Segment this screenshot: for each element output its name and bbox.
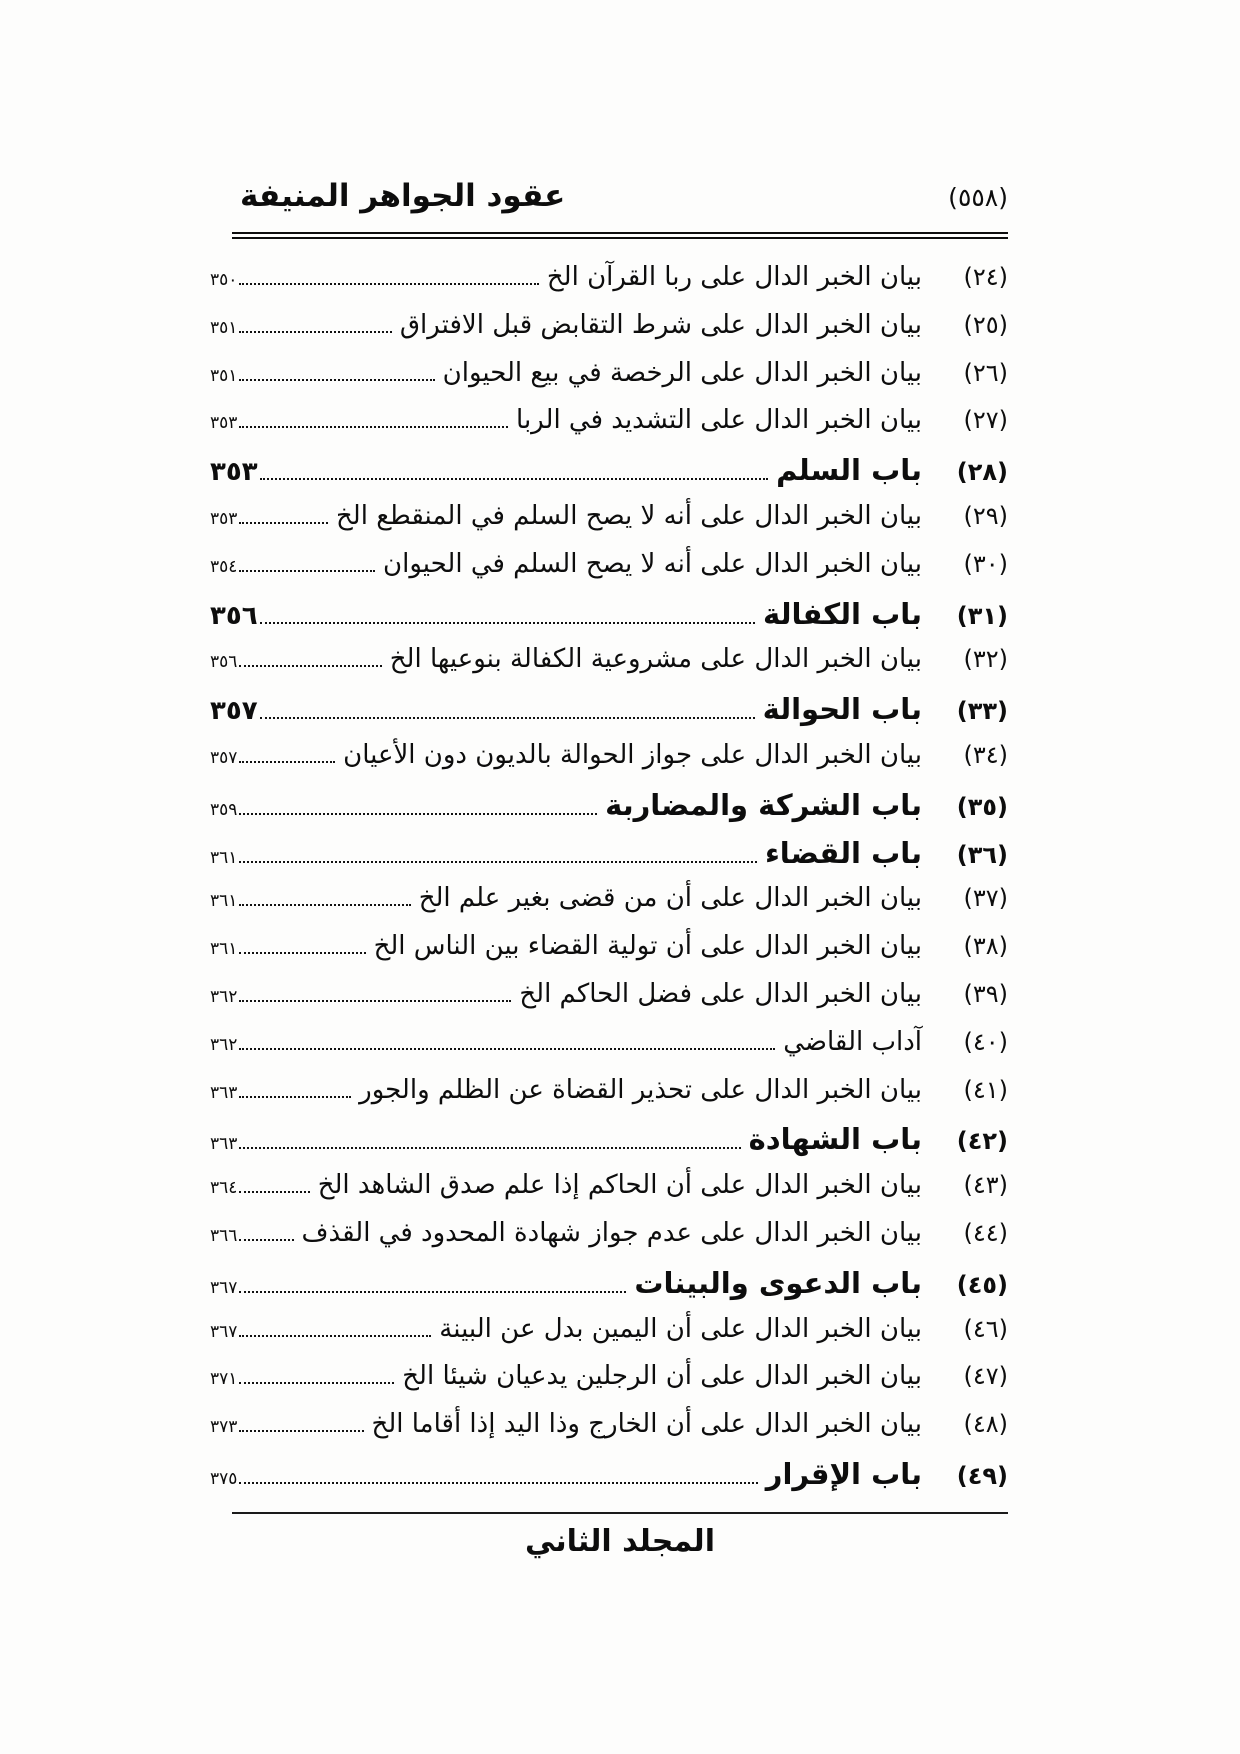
toc-entry	[208, 588, 1008, 636]
footer-rule	[232, 1512, 1008, 1514]
toc-entry	[208, 1066, 1008, 1114]
dot-leader	[239, 408, 508, 428]
table-of-contents	[208, 253, 1008, 1496]
entry-number: (٣٩)	[963, 979, 1008, 1008]
entry-number: (٣٥)	[956, 792, 1008, 821]
toc-entry	[208, 1305, 1008, 1353]
entry-page-number: ٣٥٧	[210, 747, 238, 768]
entry-title: بيان الخبر الدال على التشديد في الربا	[516, 405, 922, 436]
entry-page-number: ٣٥٠	[210, 270, 238, 290]
dot-leader	[239, 1464, 757, 1484]
entry-page-number: ٣٦٦	[210, 1225, 238, 1246]
header-double-rule	[232, 232, 1008, 239]
entry-page-number: ٣٦٢	[210, 1034, 238, 1055]
entry-number: (٤١)	[963, 1075, 1008, 1104]
toc-entry	[208, 779, 1008, 827]
entry-page-number: ٣٦١	[210, 891, 238, 912]
toc-entry	[208, 540, 1008, 588]
entry-title: بيان الخبر الدال على مشروعية الكفالة بنوعيها الخ	[389, 644, 922, 675]
dot-leader	[239, 795, 597, 815]
toc-entry	[208, 1209, 1008, 1257]
entry-number: (٢٩)	[963, 501, 1008, 530]
entry-number: (٣٧)	[963, 884, 1008, 913]
entry-page-number: ٣٧١	[210, 1369, 238, 1390]
entry-page-number: ٣٦٣	[210, 1134, 238, 1155]
entry-page-number: ٣٥٤	[210, 556, 238, 577]
entry-number: (٤٠)	[963, 1027, 1008, 1056]
toc-entry	[208, 253, 1008, 301]
entry-number: (٢٥)	[963, 310, 1008, 339]
entry-title: بيان الخبر الدال على أن تولية القضاء بين الناس الخ	[373, 931, 922, 962]
dot-leader	[239, 982, 511, 1002]
dot-leader	[260, 460, 768, 480]
entry-number: (٢٨)	[956, 458, 1008, 487]
entry-title: بيان الخبر الدال على جواز الحوالة بالديون دون الأعيان	[343, 739, 922, 770]
entry-page-number: ٣٥٣	[210, 413, 238, 434]
toc-entry	[208, 492, 1008, 540]
entry-number: (٣٤)	[963, 740, 1008, 769]
entry-title: بيان الخبر الدال على تحذير القضاة عن الظلم والجور	[359, 1074, 922, 1105]
entry-number: (٤٣)	[963, 1171, 1008, 1200]
entry-page-number: ٣٥٣	[210, 457, 258, 488]
entry-title: بيان الخبر الدال على أن الخارج وذا اليد إذا أقاما الخ	[371, 1409, 922, 1440]
entry-number: (٤٦)	[963, 1314, 1008, 1343]
entry-page-number: ٣٦٤	[210, 1178, 238, 1199]
dot-leader	[239, 1273, 626, 1293]
dot-leader	[239, 1030, 775, 1050]
entry-page-number: ٣٧٥	[210, 1468, 238, 1489]
toc-entry	[208, 1400, 1008, 1448]
dot-leader	[239, 1364, 394, 1384]
dot-leader	[239, 1412, 363, 1432]
volume-label: المجلد الثاني	[525, 1524, 715, 1559]
entry-title: بيان الخبر الدال على فضل الحاكم الخ	[519, 978, 922, 1009]
toc-entry	[208, 1018, 1008, 1066]
toc-entry	[208, 731, 1008, 779]
toc-entry	[208, 635, 1008, 683]
toc-entry	[208, 827, 1008, 875]
entry-page-number: ٣٥٣	[210, 508, 238, 529]
entry-number: (٣٠)	[963, 549, 1008, 578]
entry-number: (٤٤)	[963, 1218, 1008, 1247]
entry-title: باب السلم	[776, 453, 922, 488]
entry-number: (٣١)	[956, 601, 1008, 630]
entry-title: بيان الخبر الدال على أن الرجلين يدعيان شيئا الخ	[402, 1361, 922, 1392]
entry-title: باب الشركة والمضاربة	[605, 787, 922, 822]
entry-number: (٢٦)	[963, 358, 1008, 387]
entry-page-number: ٣٦٢	[210, 986, 238, 1007]
entry-title: باب الشهادة	[748, 1122, 922, 1157]
toc-entry	[208, 1257, 1008, 1305]
entry-title: بيان الخبر الدال على عدم جواز شهادة المحدود في القذف	[301, 1217, 922, 1248]
entry-title: باب الإقرار	[765, 1456, 922, 1491]
book-title: عقود الجواهر المنيفة	[240, 178, 566, 214]
entry-title: باب الحوالة	[762, 692, 922, 727]
entry-page-number: ٣٦٧	[210, 1321, 238, 1342]
entry-title: بيان الخبر الدال على أن الحاكم إذا علم صدق الشاهد الخ	[317, 1170, 922, 1201]
entry-title: باب الدعوى والبينات	[634, 1265, 922, 1300]
entry-number: (٤٧)	[963, 1362, 1008, 1391]
entry-title: بيان الخبر الدال على أن اليمين بدل عن البينة	[439, 1313, 922, 1344]
entry-page-number: ٣٥٧	[210, 696, 258, 727]
entry-number: (٤٩)	[956, 1461, 1008, 1490]
entry-number: (٤٨)	[963, 1410, 1008, 1439]
toc-entry	[208, 444, 1008, 492]
entry-number: (٢٧)	[963, 406, 1008, 435]
entry-page-number: ٣٦١	[210, 939, 238, 960]
toc-entry	[208, 683, 1008, 731]
dot-leader	[260, 699, 755, 719]
toc-entry	[208, 301, 1008, 349]
entry-page-number: ٣٥٩	[210, 799, 238, 820]
entry-page-number: ٣٦١	[210, 847, 238, 868]
toc-entry	[208, 1352, 1008, 1400]
toc-entry	[208, 396, 1008, 444]
toc-entry	[208, 1161, 1008, 1209]
entry-page-number: ٣٧٣	[210, 1417, 238, 1438]
entry-title: بيان الخبر الدال على الرخصة في بيع الحيوان	[442, 357, 922, 388]
entry-title: آداب القاضي	[783, 1026, 922, 1057]
entry-number: (٤٥)	[956, 1270, 1008, 1299]
folio-page-number: (٥٥٨)	[948, 183, 1008, 212]
dot-leader	[239, 1129, 740, 1149]
entry-title: بيان الخبر الدال على ربا القرآن الخ	[546, 262, 922, 292]
dot-leader	[260, 604, 755, 624]
entry-number: (٣٢)	[963, 645, 1008, 674]
dot-leader	[239, 1173, 309, 1193]
toc-entry	[208, 1113, 1008, 1161]
toc-entry	[208, 1448, 1008, 1496]
dot-leader	[239, 552, 375, 572]
entry-number: (٣٣)	[956, 697, 1008, 726]
entry-title: بيان الخبر الدال على أن من قضى بغير علم الخ	[418, 883, 922, 914]
dot-leader	[239, 313, 391, 333]
entry-number: (٣٨)	[963, 932, 1008, 961]
entry-title: بيان الخبر الدال على أنه لا يصح السلم في الحيوان	[383, 548, 922, 579]
dot-leader	[239, 886, 410, 906]
entry-title: باب الكفالة	[763, 596, 922, 631]
toc-entry	[208, 970, 1008, 1018]
entry-page-number: ٣٦٧	[210, 1277, 238, 1298]
entry-page-number: ٣٥٦	[210, 600, 258, 631]
dot-leader	[239, 1078, 351, 1098]
dot-leader	[239, 934, 365, 954]
dot-leader	[239, 1317, 431, 1337]
toc-entry	[208, 874, 1008, 922]
dot-leader	[239, 361, 434, 381]
dot-leader	[239, 843, 757, 863]
entry-title: بيان الخبر الدال على أنه لا يصح السلم في المنقطع الخ	[336, 500, 922, 531]
dot-leader	[239, 743, 335, 763]
entry-title: بيان الخبر الدال على شرط التقابض قبل الافتراق	[399, 309, 922, 340]
dot-leader	[239, 1221, 293, 1241]
dot-leader	[239, 504, 328, 524]
dot-leader	[239, 647, 381, 667]
entry-number: (٣٦)	[956, 840, 1008, 869]
page-header	[240, 178, 1008, 214]
entry-number: (٢٤)	[963, 263, 1008, 291]
entry-page-number: ٣٦٣	[210, 1082, 238, 1103]
entry-page-number: ٣٥١	[210, 365, 238, 386]
toc-entry	[208, 349, 1008, 397]
entry-page-number: ٣٥٦	[210, 652, 238, 673]
entry-number: (٤٢)	[956, 1127, 1008, 1156]
entry-title: باب القضاء	[764, 835, 922, 870]
toc-entry	[208, 922, 1008, 970]
dot-leader	[239, 265, 538, 285]
entry-page-number: ٣٥١	[210, 317, 238, 338]
